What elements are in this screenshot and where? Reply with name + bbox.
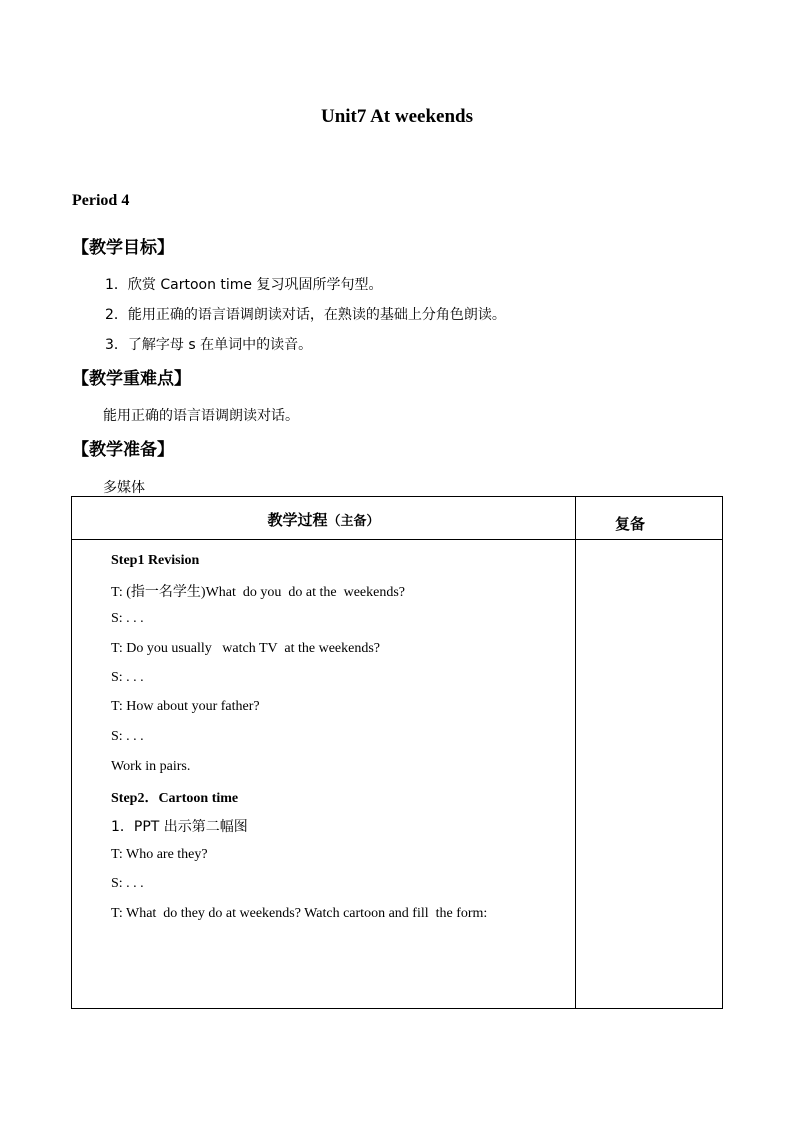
document-title: Unit7 At weekends: [320, 106, 473, 127]
key-points-text: 能用正确的语言语调朗读对话。: [103, 408, 299, 424]
column-divider: [575, 497, 576, 1008]
process-line: Work in pairs.: [111, 759, 191, 774]
table-header-process: [72, 509, 575, 530]
header-divider: [72, 539, 722, 540]
process-line: T: How about your father?: [111, 699, 260, 714]
process-line: T: (指一名学生)What do you do at the weekends?: [111, 585, 406, 600]
process-line: S: . . .: [111, 729, 144, 744]
objectives-heading: 【教学目标】: [72, 238, 174, 258]
preparation-heading: 【教学准备】: [72, 440, 174, 460]
step2-heading: Step2．Cartoon time: [111, 791, 239, 806]
process-line: S: . . .: [111, 670, 144, 685]
process-line: S: . . .: [111, 611, 144, 626]
objective-item: 3．了解字母 s 在单词中的读音。: [105, 337, 313, 353]
process-line: T: What do they do at weekends? Watch cartoon and fill the form:: [111, 906, 488, 921]
process-line: T: Do you usually watch TV at the weekends?: [111, 641, 381, 656]
header-process-label: 教学过程: [267, 511, 328, 529]
step1-heading: Step1 Revision: [111, 553, 200, 568]
table-header-review: 复备: [615, 515, 646, 533]
key-points-heading: 【教学重难点】: [72, 369, 191, 389]
preparation-text: 多媒体: [103, 480, 145, 496]
lesson-process-table: [71, 496, 723, 1009]
objective-item: 1．欣赏 Cartoon time 复习巩固所学句型。: [105, 277, 383, 293]
header-process-note: （主备）: [327, 514, 380, 529]
process-line: S: . . .: [111, 876, 144, 891]
objective-item: 2．能用正确的语言语调朗读对话，在熟读的基础上分角色朗读。: [105, 307, 506, 323]
process-line: T: Who are they?: [111, 847, 208, 862]
period-label: Period 4: [72, 192, 130, 209]
process-line: 1．PPT 出示第二幅图: [111, 819, 248, 835]
